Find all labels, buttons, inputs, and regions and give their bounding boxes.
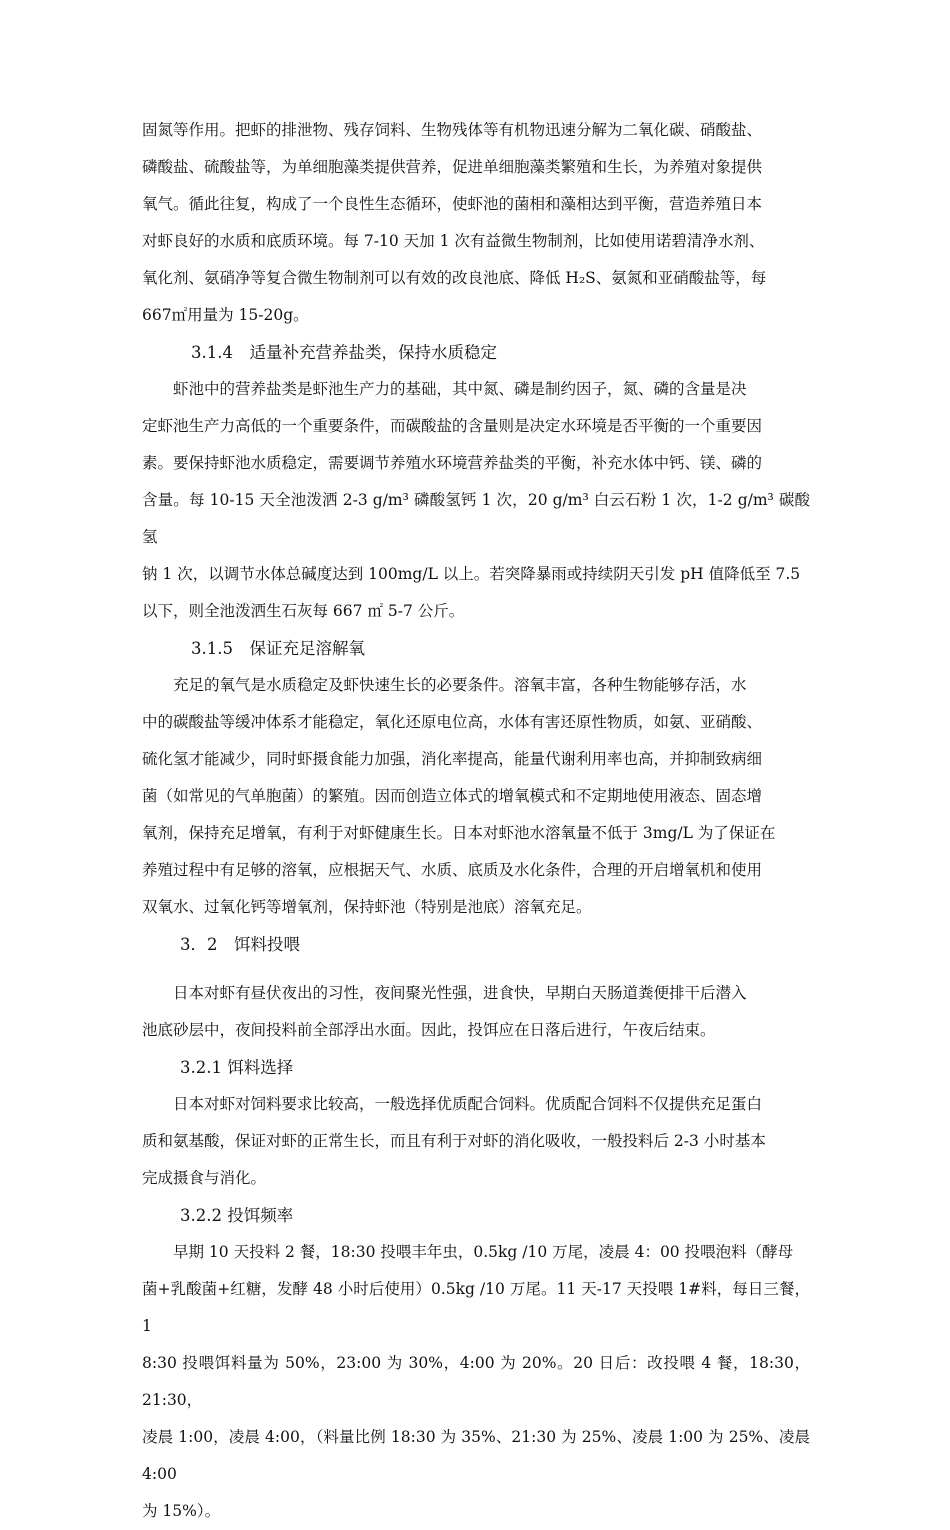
text-line: 凌晨 1:00，凌晨 4:00，（料量比例 18:30 为 35%、21:30 为 25%、凌晨 1:00 为 25%、凌晨 4:00	[142, 1428, 810, 1483]
text-line: 虾池中的营养盐类是虾池生产力的基础，其中氮、磷是制约因子，氮、磷的含量是决	[173, 380, 747, 398]
document-body	[142, 112, 810, 1530]
text-line: 8:30 投喂饵料量为 50%，23:00 为 30%，4:00 为 20%。20 日后：改投喂 4 餐，18:30，21:30，	[142, 1354, 810, 1409]
text-line: 固氮等作用。把虾的排泄物、残存饲料、生物残体等有机物迅速分解为二氧化碳、硝酸盐、	[142, 121, 763, 139]
text-line: 磷酸盐、硫酸盐等，为单细胞藻类提供营养，促进单细胞藻类繁殖和生长，为养殖对象提供	[142, 158, 763, 176]
section-heading-3-1-5: 3.1.5 保证充足溶解氧	[191, 639, 365, 658]
paragraph-nutrient-salts	[142, 371, 810, 630]
section-heading-3-2-1: 3.2.1 饵料选择	[180, 1058, 294, 1077]
text-line: 以下，则全池泼洒生石灰每 667 ㎡ 5-7 公斤。	[142, 602, 465, 620]
text-line: 日本对虾有昼伏夜出的习性，夜间聚光性强，进食快，早期白天肠道粪便排干后潜入	[173, 984, 747, 1002]
text-line: 日本对虾对饲料要求比较高，一般选择优质配合饲料。优质配合饲料不仅提供充足蛋白	[173, 1095, 763, 1113]
text-line: 中的碳酸盐等缓冲体系才能稳定，氧化还原电位高，水体有害还原性物质，如氨、亚硝酸、	[142, 713, 763, 731]
section-heading-3-2-2: 3.2.2 投饵频率	[180, 1206, 294, 1225]
text-line: 钠 1 次，以调节水体总碱度达到 100mg/L 以上。若突降暴雨或持续阴天引发 pH 值降低至 7.5	[142, 565, 801, 583]
paragraph-feeding-frequency	[142, 1234, 810, 1530]
text-line: 质和氨基酸，保证对虾的正常生长，而且有利于对虾的消化吸收，一般投料后 2-3 小时基本	[142, 1132, 766, 1150]
section-heading-3-2: 3．2 饵料投喂	[180, 935, 300, 954]
paragraph-feeding-habits	[142, 975, 810, 1049]
text-line: 素。要保持虾池水质稳定，需要调节养殖水环境营养盐类的平衡，补充水体中钙、镁、磷的	[142, 454, 763, 472]
text-line: 充足的氧气是水质稳定及虾快速生长的必要条件。溶氧丰富，各种生物能够存活，水	[173, 676, 747, 694]
text-line: 菌+乳酸菌+红糖，发酵 48 小时后使用）0.5kg /10 万尾。11 天-17 天投喂 1#料，每日三餐，1	[142, 1280, 810, 1335]
text-line: 667㎡用量为 15-20g。	[142, 306, 309, 324]
text-line: 氧剂，保持充足增氧，有利于对虾健康生长。日本对虾池水溶氧量不低于 3mg/L 为了保证在	[142, 824, 776, 842]
text-line: 早期 10 天投料 2 餐，18:30 投喂丰年虫，0.5kg /10 万尾，凌晨 4：00 投喂泡料（酵母	[173, 1243, 794, 1261]
text-line: 硫化氢才能减少，同时虾摄食能力加强，消化率提高，能量代谢利用率也高，并抑制致病细	[142, 750, 763, 768]
paragraph-feed-selection	[142, 1086, 810, 1197]
text-line: 完成摄食与消化。	[142, 1169, 267, 1187]
text-line: 池底砂层中，夜间投料前全部浮出水面。因此，投饵应在日落后进行，午夜后结束。	[142, 1021, 716, 1039]
text-line: 对虾良好的水质和底质环境。每 7-10 天加 1 次有益微生物制剂，比如使用诺碧清净水剂、	[142, 232, 765, 250]
text-line: 养殖过程中有足够的溶氧，应根据天气、水质、底质及水化条件，合理的开启增氧机和使用	[142, 861, 763, 879]
text-line: 氧气。循此往复，构成了一个良性生态循环，使虾池的菌相和藻相达到平衡，营造养殖日本	[142, 195, 763, 213]
text-line: 双氧水、过氧化钙等增氧剂，保持虾池（特别是池底）溶氧充足。	[142, 898, 592, 916]
paragraph-dissolved-oxygen	[142, 667, 810, 926]
text-line: 菌（如常见的气单胞菌）的繁殖。因而创造立体式的增氧模式和不定期地使用液态、固态增	[142, 787, 763, 805]
text-line: 含量。每 10-15 天全池泼洒 2-3 g/m³ 磷酸氢钙 1 次，20 g/m³ 白云石粉 1 次，1-2 g/m³ 碳酸氢	[142, 491, 810, 546]
text-line: 氧化剂、氨硝净等复合微生物制剂可以有效的改良池底、降低 H₂S、氨氮和亚硝酸盐等，每	[142, 269, 767, 287]
paragraph-microbial-agents	[142, 112, 810, 334]
text-line: 为 15%）。	[142, 1502, 221, 1520]
text-line: 定虾池生产力高低的一个重要条件，而碳酸盐的含量则是决定水环境是否平衡的一个重要因	[142, 417, 763, 435]
section-heading-3-1-4: 3.1.4 适量补充营养盐类，保持水质稳定	[191, 343, 497, 362]
